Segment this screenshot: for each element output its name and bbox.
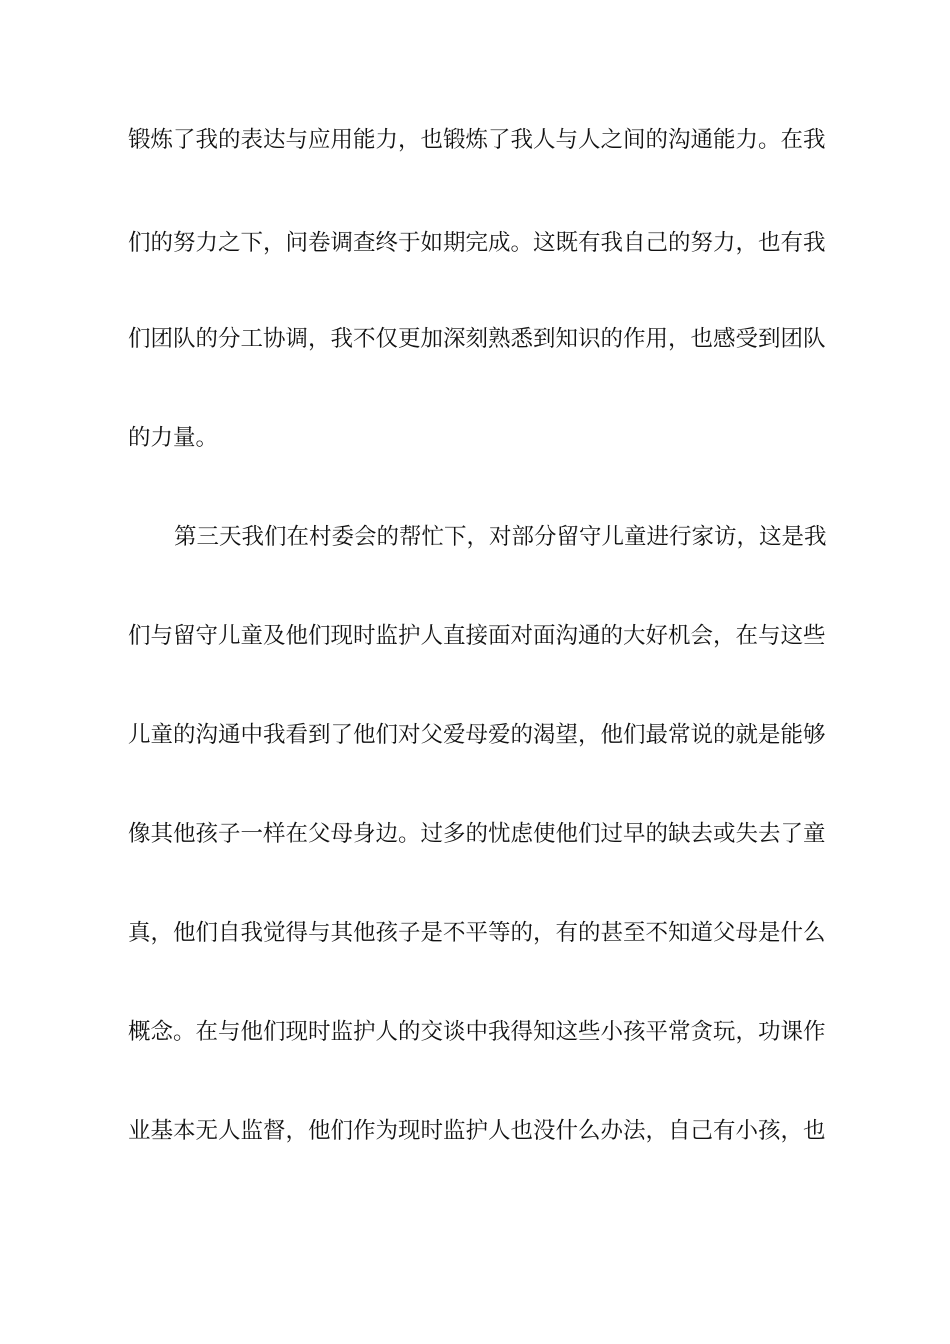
text-line: 们团队的分工协调，我不仅更加深刻熟悉到知识的作用，也感受到团队 (128, 326, 826, 352)
text-line: 业基本无人监督，他们作为现时监护人也没什么办法，自己有小孩，也 (128, 1118, 826, 1144)
text-line: 儿童的沟通中我看到了他们对父爱母爱的渴望，他们最常说的就是能够 (128, 722, 826, 748)
text-line: 锻炼了我的表达与应用能力，也锻炼了我人与人之间的沟通能力。在我 (128, 127, 826, 153)
text-line: 第三天我们在村委会的帮忙下，对部分留守儿童进行家访，这是我 (174, 524, 827, 550)
text-line: 们的努力之下，问卷调查终于如期完成。这既有我自己的努力，也有我 (128, 230, 826, 256)
text-line: 概念。在与他们现时监护人的交谈中我得知这些小孩平常贪玩，功课作 (128, 1019, 826, 1045)
text-line: 真，他们自我觉得与其他孩子是不平等的，有的甚至不知道父母是什么 (128, 920, 826, 946)
text-line: 们与留守儿童及他们现时监护人直接面对面沟通的大好机会，在与这些 (128, 623, 826, 649)
text-line: 的力量。 (128, 425, 219, 451)
text-line: 像其他孩子一样在父母身边。过多的忧虑使他们过早的缺去或失去了童 (128, 821, 826, 847)
